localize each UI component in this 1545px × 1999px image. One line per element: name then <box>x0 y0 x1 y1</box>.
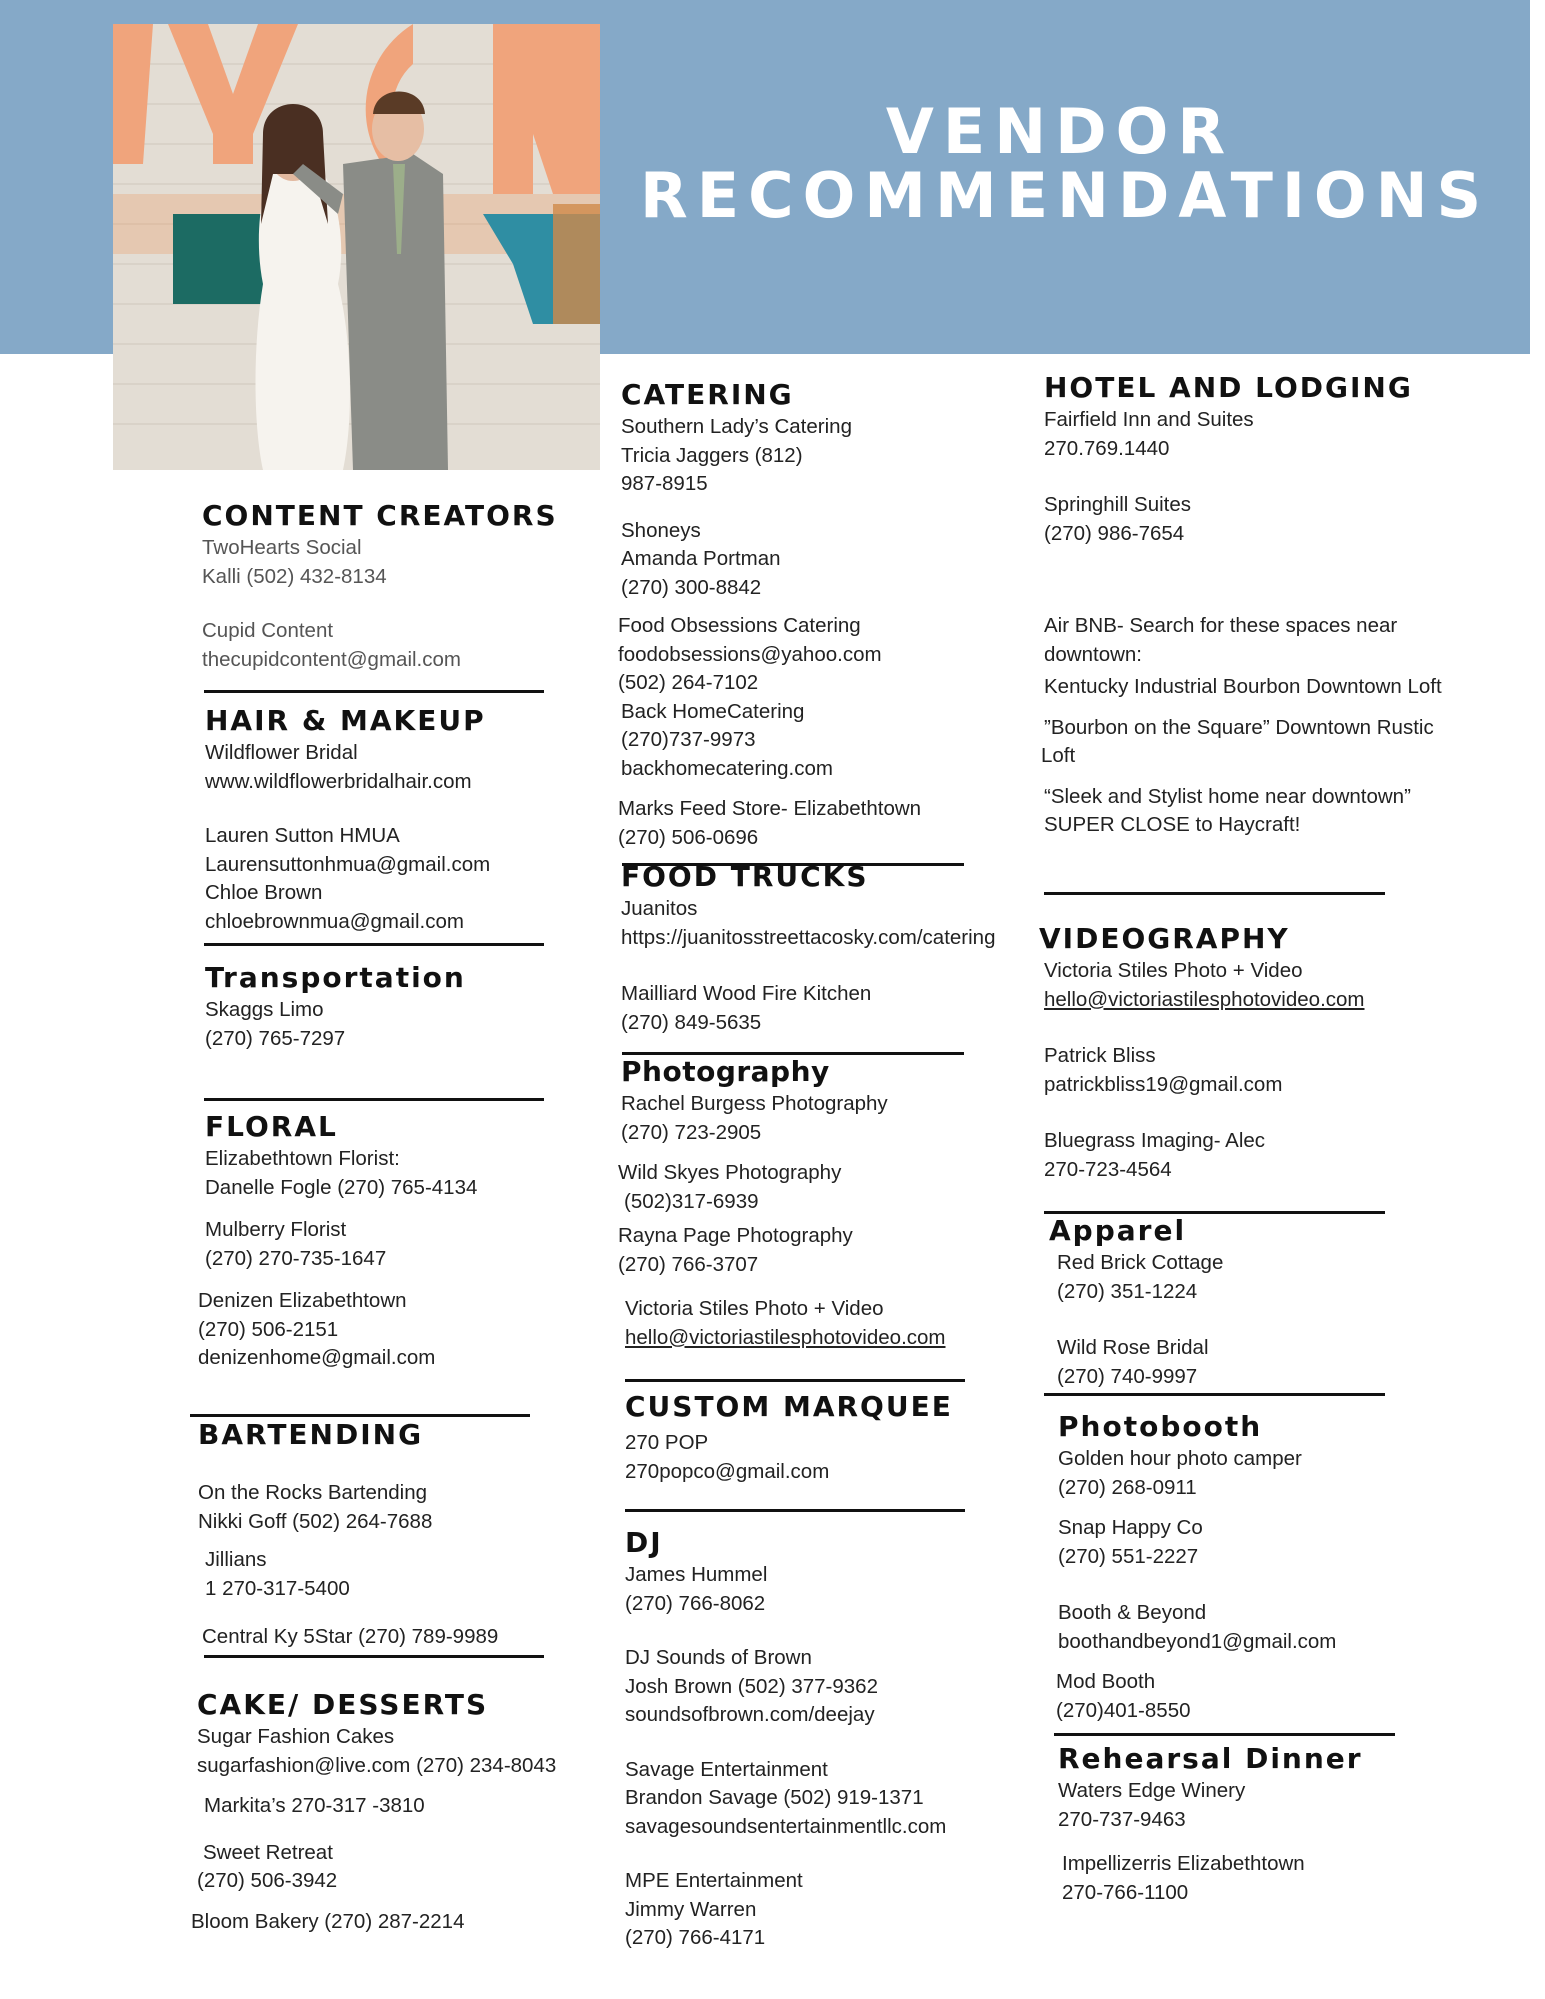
vendor-line: 270popco@gmail.com <box>625 1459 830 1483</box>
vendor-line: (270)401-8550 <box>1056 1698 1191 1722</box>
title-line-2: RECOMMENDATIONS <box>640 159 1491 232</box>
cake-desserts-heading: CAKE/ DESSERTS <box>197 1688 489 1721</box>
vendor-line: Air BNB- Search for these spaces near <box>1044 614 1398 637</box>
vendor-line: (270) 351-1224 <box>1057 1279 1198 1303</box>
photography-section <box>618 1055 946 1352</box>
custom-marquee-heading: CUSTOM MARQUEE <box>625 1390 953 1423</box>
vendor-line: boothandbeyond1@gmail.com <box>1058 1629 1337 1653</box>
vendor-line: (270) 300-8842 <box>621 575 762 599</box>
vendor-line: Brandon Savage (502) 919-1371 <box>625 1786 924 1809</box>
vendor-line: SUPER CLOSE to Haycraft! <box>1044 813 1301 836</box>
vendor-line: soundsofbrown.com/deejay <box>625 1703 875 1726</box>
vendor-line: MPE Entertainment <box>625 1869 803 1892</box>
vendor-line: Food Obsessions Catering <box>618 614 861 637</box>
dj-heading: DJ <box>625 1526 663 1559</box>
vendor-line: Lauren Sutton HMUA <box>205 824 400 847</box>
vendor-line: Juanitos <box>621 897 698 920</box>
floral-section <box>198 1110 478 1373</box>
vendor-line: (502) 264-7102 <box>618 671 759 694</box>
content-creators-section <box>202 499 558 674</box>
content-creators-heading: CONTENT CREATORS <box>202 499 558 532</box>
section-divider <box>204 1098 544 1101</box>
vendor-line: Victoria Stiles Photo + Video <box>1044 959 1303 982</box>
vendor-line: (502)317-6939 <box>624 1189 759 1213</box>
rehearsal-dinner-heading: Rehearsal Dinner <box>1058 1742 1363 1775</box>
vendor-line: Rachel Burgess Photography <box>621 1092 888 1115</box>
vendor-line: Central Ky 5Star (270) 789-9989 <box>202 1625 499 1648</box>
vendor-line: Sweet Retreat <box>203 1840 333 1864</box>
food-trucks-section <box>621 860 996 1037</box>
vendor-line: (270)737-9973 <box>621 728 756 751</box>
vendor-line: Wild Skyes Photography <box>618 1161 842 1184</box>
vendor-line: Patrick Bliss <box>1044 1044 1156 1067</box>
bartending-heading: BARTENDING <box>198 1418 424 1451</box>
vendor-line: Wildflower Bridal <box>205 741 358 764</box>
vendor-line: Laurensuttonhmua@gmail.com <box>205 852 491 876</box>
transportation-heading: Transportation <box>205 961 466 994</box>
vendor-line: Mod Booth <box>1056 1670 1156 1693</box>
videography-heading: VIDEOGRAPHY <box>1039 922 1290 955</box>
vendor-line: Victoria Stiles Photo + Video <box>625 1297 884 1320</box>
vendor-line: Mulberry Florist <box>205 1218 347 1241</box>
vendor-line: (270) 268-0911 <box>1058 1475 1197 1499</box>
apparel-heading: Apparel <box>1049 1214 1187 1247</box>
vendor-line: Jillians <box>205 1548 267 1571</box>
vendor-line: Denizen Elizabethtown <box>198 1289 407 1312</box>
vendor-line: (270) 270-735-1647 <box>205 1246 387 1270</box>
vendor-line: (270) 723-2905 <box>621 1120 762 1144</box>
vendor-line: (270) 506-3942 <box>197 1869 338 1892</box>
couple-photo-illustration <box>113 24 600 470</box>
vendor-line: Kentucky Industrial Bourbon Downtown Loft <box>1044 675 1442 698</box>
custom-marquee-section <box>625 1390 953 1486</box>
vendor-line: 987-8915 <box>621 472 708 495</box>
vendor-line: 270-766-1100 <box>1062 1880 1189 1904</box>
vendor-line: Marks Feed Store- Elizabethtown <box>618 797 922 820</box>
vendor-line: Waters Edge Winery <box>1058 1779 1246 1802</box>
vendor-line: Red Brick Cottage <box>1057 1251 1224 1274</box>
vendor-line: James Hummel <box>625 1563 768 1586</box>
food-trucks-heading: FOOD TRUCKS <box>621 860 869 893</box>
vendor-line: Savage Entertainment <box>625 1757 828 1781</box>
vendor-line: sugarfashion@live.com (270) 234-8043 <box>197 1753 557 1777</box>
vendor-link[interactable]: https://juanitosstreettacosky.com/catering <box>621 925 996 949</box>
vendor-line: Chloe Brown <box>205 881 323 904</box>
section-divider <box>1054 1733 1395 1736</box>
videography-section <box>1039 922 1365 1184</box>
transportation-section <box>205 961 466 1053</box>
title-line-1: VENDOR <box>885 95 1235 168</box>
vendor-line: Booth & Beyond <box>1058 1601 1207 1624</box>
vendor-line: Snap Happy Co <box>1058 1516 1203 1539</box>
vendor-line: ”Bourbon on the Square” Downtown Rustic <box>1044 715 1434 739</box>
section-divider <box>1044 892 1385 895</box>
vendor-line: Southern Lady’s Catering <box>621 415 852 438</box>
vendor-line: 270.769.1440 <box>1044 436 1170 460</box>
vendor-line: 270 POP <box>625 1431 709 1454</box>
catering-heading: CATERING <box>621 378 794 411</box>
dj-section <box>625 1526 946 1953</box>
vendor-line: Cupid Content <box>202 619 334 642</box>
vendor-line: Mailliard Wood Fire Kitchen <box>621 982 872 1005</box>
vendor-email-link[interactable]: hello@victoriastilesphotovideo.com <box>1044 987 1365 1011</box>
vendor-line: Danelle Fogle (270) 765-4134 <box>205 1175 478 1199</box>
vendor-line: Impellizerris Elizabethtown <box>1062 1852 1305 1875</box>
vendor-line: denizenhome@gmail.com <box>198 1346 436 1369</box>
page-title <box>640 95 1491 232</box>
vendor-line: (270) 765-7297 <box>205 1026 346 1050</box>
section-divider <box>1044 1393 1385 1396</box>
vendor-line: DJ Sounds of Brown <box>625 1646 812 1669</box>
vendor-line: patrickbliss19@gmail.com <box>1044 1072 1283 1096</box>
hair-makeup-section <box>205 704 490 936</box>
vendor-line: 270-723-4564 <box>1044 1157 1172 1181</box>
vendor-line: Amanda Portman <box>621 547 781 570</box>
vendor-line: Tricia Jaggers (812) <box>621 443 803 467</box>
section-divider <box>204 943 544 946</box>
vendor-line: Loft <box>1041 744 1076 767</box>
section-divider <box>204 1655 544 1658</box>
vendor-line: “Sleek and Stylist home near downtown” <box>1044 784 1411 808</box>
vendor-line: Josh Brown (502) 377-9362 <box>625 1674 878 1698</box>
vendor-line: downtown: <box>1044 642 1143 666</box>
section-divider <box>625 1509 965 1512</box>
vendor-line: Rayna Page Photography <box>618 1224 853 1247</box>
section-divider <box>625 1379 965 1382</box>
vendor-line: (270) 551-2227 <box>1058 1544 1199 1568</box>
photobooth-heading: Photobooth <box>1058 1410 1263 1443</box>
vendor-line: thecupidcontent@gmail.com <box>202 647 461 671</box>
vendor-line: Bluegrass Imaging- Alec <box>1044 1129 1266 1152</box>
rehearsal-dinner-section <box>1058 1742 1363 1907</box>
apparel-section <box>1049 1214 1223 1391</box>
vendor-line: (270) 849-5635 <box>621 1010 762 1034</box>
catering-section <box>618 378 922 852</box>
vendor-line: foodobsessions@yahoo.com <box>618 642 882 666</box>
vendor-line: chloebrownmua@gmail.com <box>205 909 464 933</box>
floral-heading: FLORAL <box>205 1110 338 1143</box>
vendor-line: (270) 766-8062 <box>625 1591 766 1615</box>
vendor-line: (270) 506-0696 <box>618 825 759 849</box>
vendor-line: Wild Rose Bridal <box>1057 1336 1209 1359</box>
vendor-line: Sugar Fashion Cakes <box>197 1725 395 1748</box>
vendor-line: Elizabethtown Florist: <box>205 1147 400 1170</box>
photobooth-section <box>1058 1410 1336 1725</box>
vendor-email-link[interactable]: hello@victoriastilesphotovideo.com <box>625 1325 946 1349</box>
vendor-line: Golden hour photo camper <box>1058 1447 1302 1470</box>
vendor-line: Nikki Goff (502) 264-7688 <box>198 1509 433 1533</box>
vendor-line: backhomecatering.com <box>621 756 833 780</box>
vendor-line: (270) 766-3707 <box>618 1252 759 1276</box>
section-divider <box>204 690 544 693</box>
section-divider <box>190 1414 530 1417</box>
vendor-line: (270) 766-4171 <box>625 1926 766 1949</box>
vendor-line: Fairfield Inn and Suites <box>1044 408 1254 431</box>
vendor-line: (270) 986-7654 <box>1044 521 1185 545</box>
vendor-line: Shoneys <box>621 518 701 542</box>
hotel-lodging-section <box>1041 371 1442 840</box>
bartending-section <box>198 1418 498 1652</box>
vendor-line: TwoHearts Social <box>202 536 362 559</box>
vendor-line: 270-737-9463 <box>1058 1807 1186 1831</box>
vendor-line: www.wildflowerbridalhair.com <box>205 769 472 793</box>
couple-photo <box>113 24 600 470</box>
vendor-line: Bloom Bakery (270) 287-2214 <box>191 1909 465 1933</box>
vendor-line: Markita’s 270-317 -3810 <box>204 1794 425 1817</box>
hair-makeup-heading: HAIR & MAKEUP <box>205 704 486 737</box>
vendor-line: (270) 740-9997 <box>1057 1364 1198 1388</box>
vendor-line: savagesoundsentertainmentllc.com <box>625 1814 947 1838</box>
photography-heading: Photography <box>621 1055 830 1088</box>
vendor-line: (270) 506-2151 <box>198 1317 339 1341</box>
vendor-line: Jimmy Warren <box>625 1897 757 1921</box>
cake-desserts-section <box>191 1688 557 1936</box>
vendor-line: Skaggs Limo <box>205 998 324 1021</box>
vendor-line: On the Rocks Bartending <box>198 1481 428 1504</box>
vendor-line: 1 270-317-5400 <box>205 1576 350 1600</box>
vendor-line: Back HomeCatering <box>621 699 805 723</box>
vendor-line: Springhill Suites <box>1044 493 1191 516</box>
vendor-line: Kalli (502) 432-8134 <box>202 564 387 588</box>
hotel-lodging-heading: HOTEL AND LODGING <box>1044 371 1413 404</box>
